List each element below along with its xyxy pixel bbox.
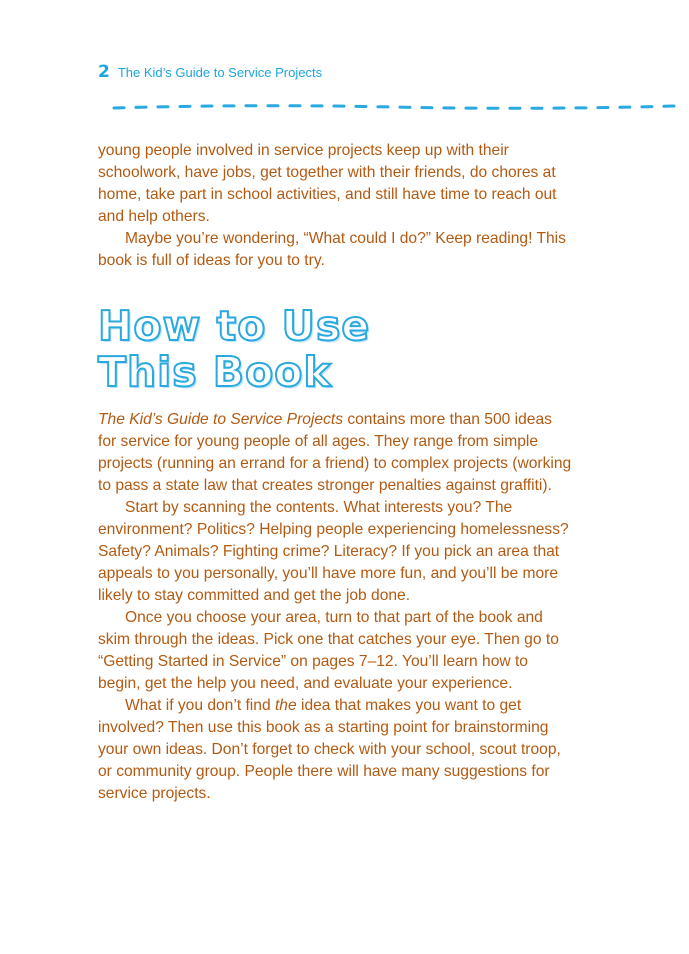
paragraph-4-end: idea that makes you want to get involved? Then use this book as a starting point for brainstorming your own ideas. Don’t forget to check with your school, scout troop, or community group. People there will have many suggestions for service projects. <box>98 697 561 802</box>
section-paragraph-1 <box>98 409 574 497</box>
section-paragraph-3: Once you choose your area, turn to that part of the book and skim through the ideas. Pick one that catches your eye. Then go to “Getting Started in Service” on pages 7–12. You’ll learn how to begin, get the help you need, and evaluate your experience. <box>98 609 559 692</box>
section-paragraph-4 <box>98 695 574 805</box>
paragraph-4-italic: the <box>274 697 297 714</box>
running-title: The Kid’s Guide to Service Projects <box>117 65 323 80</box>
page-number: 2 <box>98 62 110 82</box>
book-title-italic: The Kid’s Guide to Service Projects <box>98 411 343 428</box>
section-text <box>98 409 574 805</box>
running-header <box>98 62 322 86</box>
heading-line-2: This Book <box>98 348 332 396</box>
paragraph-1-text: contains more than 500 ideas for service for young people of all ages. They range from simple projects (running an errand for a friend) to complex projects (working to pass a state law that creates stronger penalties against graffiti). <box>98 411 572 494</box>
paragraph-4-start: What if you don’t find <box>125 697 275 714</box>
intro-text <box>98 140 574 272</box>
intro-paragraph-1: young people involved in service projects keep up with their schoolwork, have jobs, get together with their friends, do chores at home, take part in school activities, and still have time to reach out and help others. <box>98 142 557 225</box>
section-paragraph-2: Start by scanning the contents. What interests you? The environment? Politics? Helping people experiencing homelessness? Safety? Animals? Fighting crime? Literacy? If you pick an area that appeals to you personally, you’ll have more fun, and you’ll be more likely to stay committed and get the job done. <box>98 499 569 604</box>
dashed-divider <box>112 100 677 114</box>
heading-line-1: How to Use <box>98 302 371 350</box>
section-heading <box>98 303 498 395</box>
intro-paragraph-2: Maybe you’re wondering, “What could I do?” Keep reading! This book is full of ideas for you to try. <box>98 230 566 269</box>
